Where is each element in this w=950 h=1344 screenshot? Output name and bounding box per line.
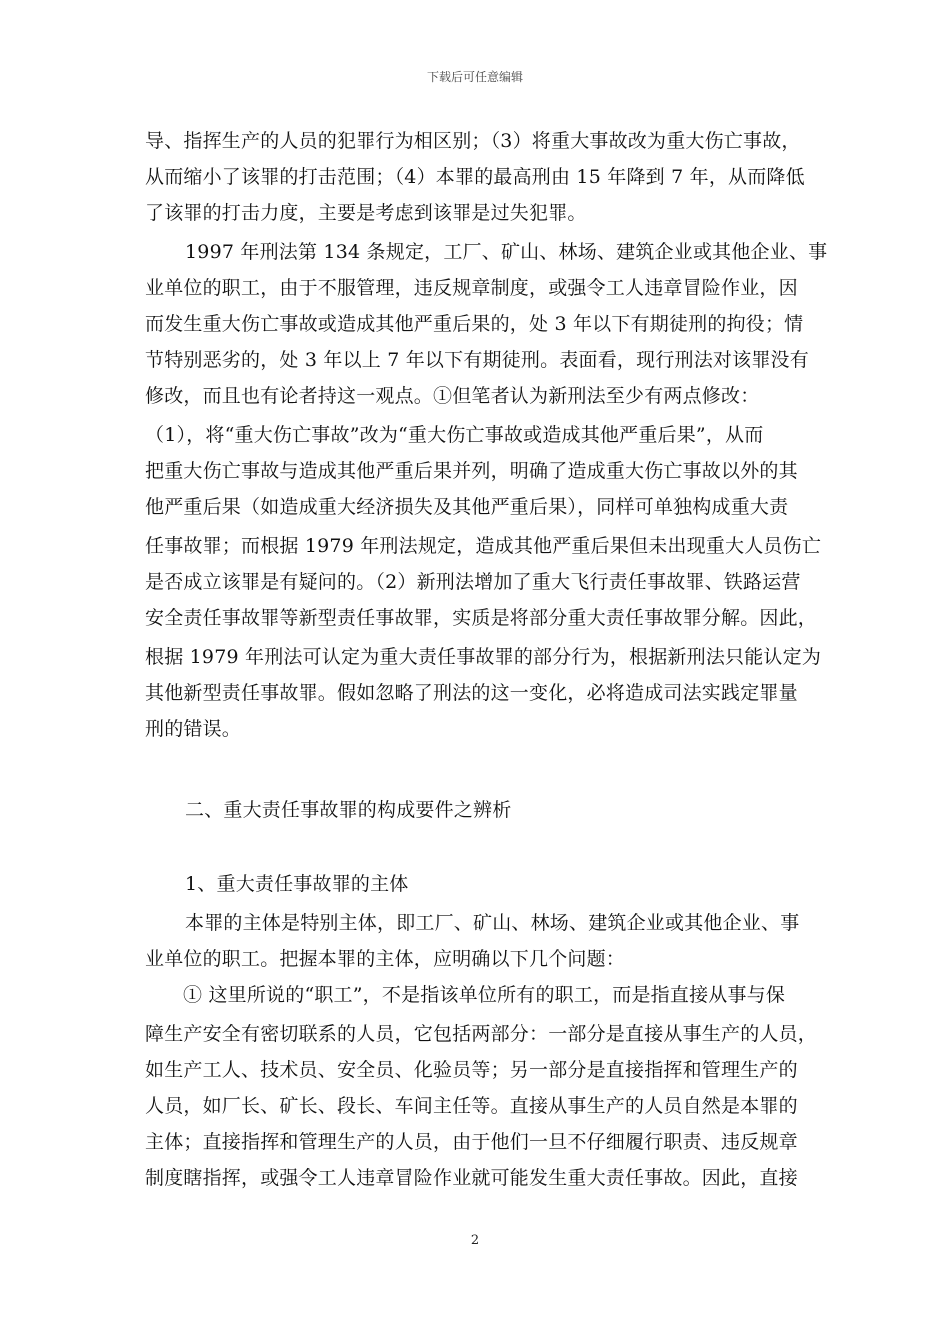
body-line: 本罪的主体是特别主体，即工厂、矿山、林场、建筑企业或其他企业、事 [185, 912, 800, 934]
body-line: 是否成立该罪是有疑问的。（2）新刑法增加了重大飞行责任事故罪、铁路运营 [145, 571, 801, 593]
body-line: 他严重后果（如造成重大经济损失及其他严重后果），同样可单独构成重大责 [145, 496, 789, 518]
body-line: 主体；直接指挥和管理生产的人员，由于他们一旦不仔细履行职责、违反规章 [145, 1131, 798, 1153]
body-line: 其他新型责任事故罪。假如忽略了刑法的这一变化，必将造成司法实践定罪量 [145, 682, 798, 704]
page-header: 下载后可任意编辑 [426, 70, 523, 84]
body-line: ① 这里所说的“职工”，不是指该单位所有的职工，而是指直接从事与保 [183, 984, 786, 1006]
section-heading: 二、重大责任事故罪的构成要件之辨析 [185, 799, 512, 821]
body-line: 刑的错误。 [145, 718, 242, 740]
body-line: 人员，如厂长、矿长、段长、车间主任等。直接从事生产的人员自然是本罪的 [145, 1095, 798, 1117]
body-line: 根据 1979 年刑法可认定为重大责任事故罪的部分行为，根据新刑法只能认定为 [145, 646, 822, 668]
body-line: 业单位的职工。把握本罪的主体，应明确以下几个问题： [145, 948, 626, 970]
body-line: （1），将“重大伤亡事故”改为“重大伤亡事故或造成其他严重后果”，从而 [145, 424, 764, 446]
body-line: 把重大伤亡事故与造成其他严重后果并列，明确了造成重大伤亡事故以外的其 [145, 460, 798, 482]
body-line: 了该罪的打击力度，主要是考虑到该罪是过失犯罪。 [145, 202, 587, 224]
body-line: 节特别恶劣的，处 3 年以上 7 年以下有期徒刑。表面看，现行刑法对该罪没有 [145, 349, 809, 371]
body-line: 修改，而且也有论者持这一观点。①但笔者认为新刑法至少有两点修改： [145, 385, 760, 407]
body-line: 而发生重大伤亡事故或造成其他严重后果的，处 3 年以下有期徒刑的拘役；情 [145, 313, 804, 335]
body-line: 业单位的职工，由于不服管理，违反规章制度，或强令工人违章冒险作业，因 [145, 277, 798, 299]
body-line: 如生产工人、技术员、安全员、化验员等；另一部分是直接指挥和管理生产的 [145, 1059, 798, 1081]
body-line: 导、指挥生产的人员的犯罪行为相区别；（3）将重大事故改为重大伤亡事故， [145, 130, 801, 152]
body-line: 1997 年刑法第 134 条规定，工厂、矿山、林场、建筑企业或其他企业、事 [185, 241, 828, 263]
body-line: 任事故罪；而根据 1979 年刑法规定，造成其他严重后果但未出现重大人员伤亡 [145, 535, 822, 557]
body-line: 从而缩小了该罪的打击范围；（4）本罪的最高刑由 15 年降到 7 年，从而降低 [145, 166, 805, 188]
page-number: 2 [470, 1233, 480, 1248]
body-line: 安全责任事故罪等新型责任事故罪，实质是将部分重大责任事故罪分解。因此， [145, 607, 818, 629]
body-line: 制度瞎指挥，或强令工人违章冒险作业就可能发生重大责任事故。因此，直接 [145, 1167, 798, 1189]
subsection-heading: 1、重大责任事故罪的主体 [185, 873, 409, 895]
body-line: 障生产安全有密切联系的人员，它包括两部分：一部分是直接从事生产的人员， [145, 1023, 818, 1045]
